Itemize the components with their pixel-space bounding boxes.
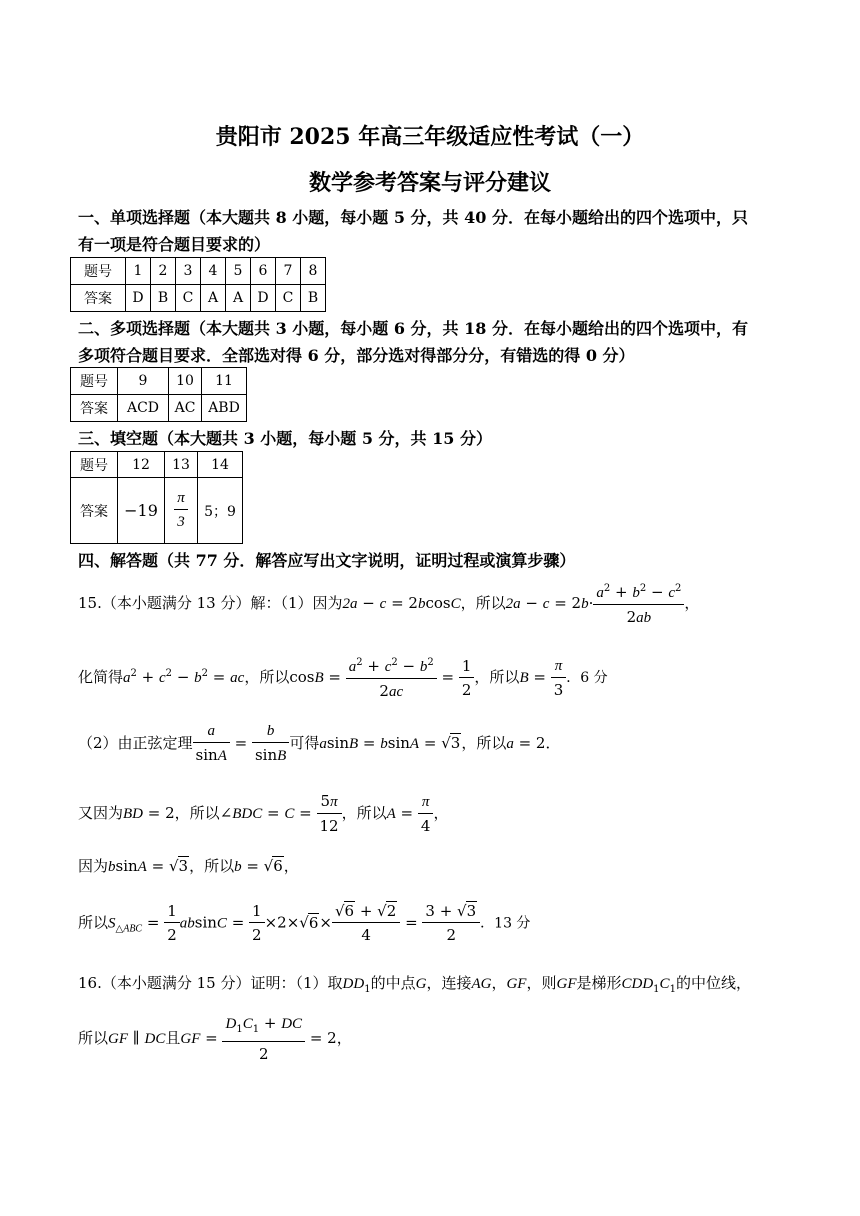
question-number: 7: [276, 258, 301, 285]
answer-cell: C: [176, 285, 201, 312]
q15-line1: 15.（本小题满分 13 分）解：（1）因为2a − c = 2bcosC，所以2a − c = 2b· $\frac{a^2 + b^2 - c^2}{2ab}$ ，: [78, 578, 699, 630]
exam-title: 贵阳市 2025 年高三年级适应性考试（一）: [215, 124, 645, 150]
q15-simplify: 化简得: [78, 668, 124, 686]
q15-line4: 又因为BD = 2，所以∠BDC = C = $\frac{5\pi}{12}$ ，所以A = $\frac{\pi}{4}$ ，: [78, 792, 449, 835]
q15-points-13: ．13 分: [480, 915, 531, 932]
answer-cell: C: [276, 285, 301, 312]
section2-answer-table: [70, 367, 247, 422]
q16-midline: 的中位线，: [675, 974, 751, 992]
table-row-label: 题号: [71, 368, 118, 395]
answer-key-title: 数学参考答案与评分建议: [308, 170, 551, 196]
q15-points-6: ．6 分: [566, 670, 608, 686]
q15-so7: ，所以: [189, 857, 235, 875]
question-number: 13: [165, 452, 198, 478]
table-row-label: 答案: [71, 285, 126, 312]
section3-answer-table: [70, 451, 243, 544]
q16-midpoint: 的中点: [370, 974, 416, 992]
answer13-denominator: 3: [177, 514, 185, 530]
q15-line2: 化简得$a^2 + c^2 - b^2$ = ac，所以cosB = $\frac{a^2 + c^2 - b^2}{2ac}$ = $\frac{1}{2}$ ，所以B = $\frac{\pi}{3}$ ．6 分: [78, 652, 608, 704]
question-number: 14: [198, 452, 243, 478]
q15-line5: 因为bsinA = √3，所以b = √6，: [78, 857, 299, 875]
q16-intro: 16.（本小题满分 15 分）证明：（1）取: [78, 974, 343, 992]
table-row-label: 答案: [71, 478, 118, 544]
section4-heading: 四、解答题（共 77 分．解答应写出文字说明，证明过程或演算步骤）: [78, 551, 576, 570]
q15-so6: ，所以: [341, 804, 387, 822]
q15-so5: ，所以: [174, 804, 220, 822]
answer-cell: D: [126, 285, 151, 312]
q15-line6: 所以$S_{\triangle ABC}$ = $\frac{1}{2}$ absinC = $\frac{1}{2}$ ×2×√6× $\frac{√6 + √2}{4}$ = $\frac{3 + √3}{2}$ ．13 分: [78, 902, 531, 944]
section2-heading-line1: 二、多项选择题（本大题共 3 小题，每小题 6 分，共 18 分．在每小题给出的四个选项中，有: [78, 319, 748, 338]
q16-then: ，则: [526, 974, 557, 992]
question-number: 9: [118, 368, 169, 395]
q15-area-intro: 所以: [78, 913, 109, 932]
section1-heading-line1: 一、单项选择题（本大题共 8 小题，每小题 5 分，共 40 分．在每小题给出的四个选项中，只: [78, 208, 748, 227]
answer-cell: ACD: [118, 395, 169, 422]
table-row-label: 题号: [71, 452, 118, 478]
question-number: 10: [169, 368, 202, 395]
q16-line1: 16.（本小题满分 15 分）证明：（1）取$DD_1$的中点G，连接AG，GF，则GF是梯形$CDD_1C_1$的中位线，: [78, 974, 751, 995]
answer-cell: B: [151, 285, 176, 312]
q15-obtain: 可得: [289, 734, 320, 752]
question-number: 6: [251, 258, 276, 285]
answer-cell: 5；9: [198, 478, 243, 544]
section3-heading: 三、填空题（本大题共 3 小题，每小题 5 分，共 15 分）: [78, 429, 492, 448]
q16-is: 是梯形: [576, 974, 622, 992]
question-number: 11: [202, 368, 247, 395]
answer-cell: ABD: [202, 395, 247, 422]
answer13-numerator: π: [174, 487, 188, 510]
q15-line3: （2）由正弦定理 $\frac{a}{\sin A}$ = $\frac{b}{\sin B}$ 可得asinB = bsinA = √3，所以a = 2．: [78, 720, 560, 768]
answer-cell: AC: [169, 395, 202, 422]
question-number: 5: [226, 258, 251, 285]
question-number: 3: [176, 258, 201, 285]
q16-line2: 所以GF ∥ DC且GF = $\frac{D_1C_1 + DC}{2}$ = 2，: [78, 1014, 352, 1063]
table-row-label: 答案: [71, 395, 118, 422]
answer-cell: D: [251, 285, 276, 312]
answer-cell: [165, 478, 198, 544]
answer-cell: B: [301, 285, 326, 312]
q15-part2-intro: （2）由正弦定理: [78, 734, 193, 752]
section1-answer-table: [70, 257, 326, 312]
q15-bs-intro: 因为: [78, 857, 109, 875]
q16-and: 且: [165, 1029, 181, 1047]
question-number: 8: [301, 258, 326, 285]
q15-so: ，所以: [460, 594, 506, 612]
q15-so3: ，所以: [474, 668, 520, 686]
answer-cell: A: [226, 285, 251, 312]
question-number: 4: [201, 258, 226, 285]
q16-so: 所以: [78, 1029, 109, 1047]
q15-so2: ，所以: [244, 668, 290, 686]
q16-connect: ，连接: [426, 974, 472, 992]
answer-cell: A: [201, 285, 226, 312]
question-number: 12: [118, 452, 165, 478]
section2-heading-line2: 多项符合题目要求．全部选对得 6 分，部分选对得部分分，有错选的得 0 分）: [78, 346, 635, 365]
answer-cell: −19: [118, 478, 165, 544]
question-number: 1: [126, 258, 151, 285]
question-number: 2: [151, 258, 176, 285]
q15-intro: 15.（本小题满分 13 分）解：（1）因为: [78, 594, 343, 612]
q15-bd-intro: 又因为: [78, 804, 124, 822]
section1-heading-line2: 有一项是符合题目要求的）: [78, 235, 271, 254]
q15-so4: ，所以: [461, 734, 507, 752]
table-row-label: 题号: [71, 258, 126, 285]
q16-parallel: ∥: [132, 1029, 140, 1047]
